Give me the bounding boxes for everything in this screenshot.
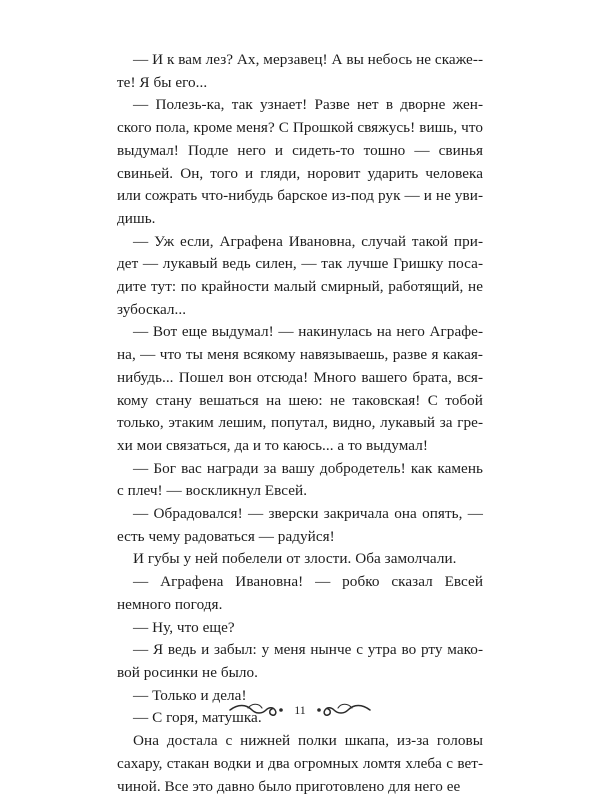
paragraph: — И к вам лез? Ах, мерзавец! А вы небось не скаже-те! Я бы его... <box>117 51 483 91</box>
right-scroll-ornament-icon <box>314 700 372 720</box>
paragraph: — Полезь-ка, так узнает! Разве нет в дворне женского пола, кроме меня? С Прошкой свяжусь! вишь, что выдумал! Подле него и сидеть-то тошно — свинья свиньей. Он, того и гляди, норовит ударить человека или сожрать что-нибудь барское из-под рук — и не увидишь. <box>117 96 483 227</box>
paragraph: — Аграфена Ивановна! — робко сказал Евсей немного погодя. <box>117 573 483 613</box>
paragraph: Она достала с нижней полки шкапа, из-за головы сахару, стакан водки и два огромных ломтя хлеба с ветчиной. Все это давно было приготовлено для него ее <box>117 732 483 795</box>
page-number: 11 <box>294 703 306 717</box>
paragraph: И губы у ней побелели от злости. Оба замолчали. <box>133 550 457 568</box>
paragraph: — Ну, что еще? <box>133 618 235 636</box>
paragraph: — С горя, матушка. <box>133 709 262 727</box>
paragraph: — Вот еще выдумал! — накинулась на него Аграфена, — что ты меня всякому навязываешь, разве я какая-нибудь... Пошел вон отсюда! Много вашего брата, всякому стану вешаться на шею: не таковская! С тобой только, этаким лешим, попутал, видно, лукавый за грехи мои связаться, да и то каюсь... а то выдумал! <box>117 323 483 454</box>
paragraph: — Уж если, Аграфена Ивановна, случай такой придет — лукавый ведь силен, — так лучше Гришку посадите тут: по крайности малый смирный, работящий, не зубоскал... <box>117 232 483 318</box>
left-scroll-ornament-icon <box>228 700 286 720</box>
page-body-text <box>117 49 483 798</box>
paragraph: — Я ведь и забыл: у меня нынче с утра во рту маковой росинки не было. <box>117 641 483 681</box>
paragraph: — Обрадовался! — зверски закричала она опять, — есть чему радоваться — радуйся! <box>117 505 483 545</box>
paragraph: — Только и дела! <box>133 686 247 704</box>
paragraph: — Бог вас награди за вашу добродетель! как камень с плеч! — воскликнул Евсей. <box>117 459 483 500</box>
page-footer <box>0 697 600 723</box>
